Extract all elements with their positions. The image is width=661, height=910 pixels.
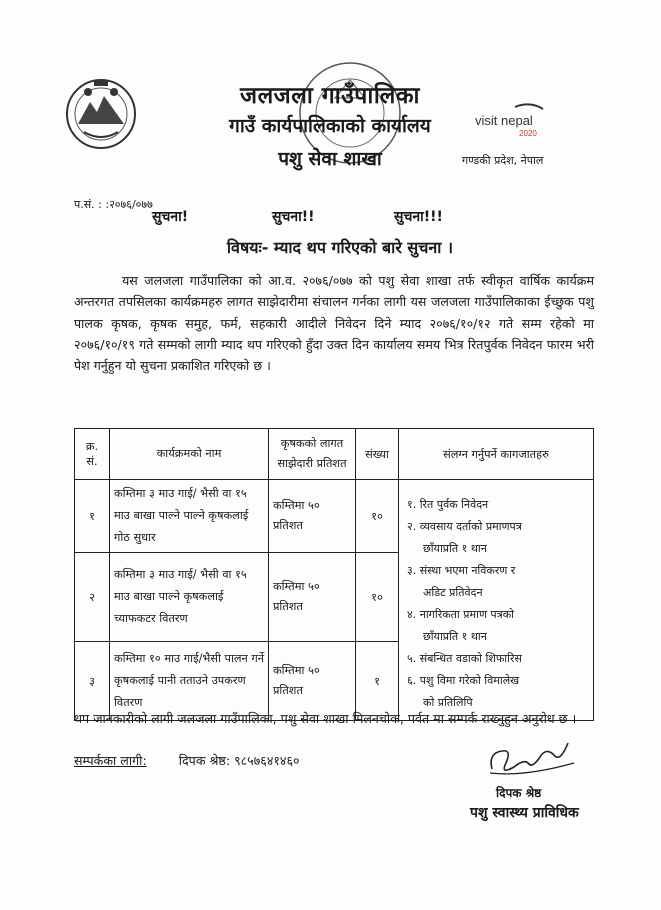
table-row <box>75 480 594 553</box>
doc-item: छाँयाप्रति १ थान <box>423 542 487 555</box>
row-sn: २ <box>75 553 110 642</box>
doc-item: ३. संस्था भएमा नविकरण र <box>407 564 516 577</box>
row-sn: १ <box>75 480 110 553</box>
doc-item: को प्रतिलिपि <box>423 696 473 709</box>
row-cost-share: कम्तिमा ५० प्रतिशत <box>269 480 356 553</box>
nepal-emblem-icon <box>64 72 138 152</box>
row-count: १ <box>356 642 399 721</box>
office-title: गाउँ कार्यपालिकाको कार्यालय <box>229 115 431 137</box>
reference-number: प.सं. : :२०७६/०७७ <box>74 198 153 211</box>
table-header-row <box>75 429 594 480</box>
section-title: पशु सेवा शाखा <box>278 148 382 170</box>
notice-3: सुचना!!! <box>394 209 443 225</box>
signatory-title: पशु स्वास्थ्य प्राविधिक <box>470 805 579 821</box>
svg-text:visit nepal: visit nepal <box>475 113 533 128</box>
programs-table <box>74 428 594 721</box>
row-program-name: कम्तिमा ३ माउ गाई/ भैसी वा १५ माउ बाखा पाल्ने पाल्ने कृषकलाई गोठ सुधार <box>110 480 269 553</box>
doc-item: ६. पशु विमा गरेको विमालेख <box>407 674 520 687</box>
row-program-name: कम्तिमा ३ माउ गाई/ भैसी वा १५ माउ बाखा पाल्ने कृषकलाई च्याफकटर वितरण <box>110 553 269 642</box>
svg-text:2020: 2020 <box>519 129 537 138</box>
documents-list <box>399 480 594 721</box>
province-label: गण्डकी प्रदेश, नेपाल <box>462 154 544 167</box>
notice-1: सुचना! <box>152 209 189 225</box>
contact-line <box>74 752 300 769</box>
municipality-title: जलजला गाउँपालिका <box>240 83 420 109</box>
col-documents: संलग्न गर्नुपर्ने कागजातहरु <box>399 429 594 480</box>
row-count: १० <box>356 553 399 642</box>
col-sn: क्र. सं. <box>75 429 110 480</box>
doc-item: १. रित पुर्वक निवेदन <box>407 498 489 511</box>
contact-label: सम्पर्कका लागी: <box>74 753 147 768</box>
doc-item: अडिट प्रतिवेदन <box>423 586 483 599</box>
row-count: १० <box>356 480 399 553</box>
contact-value: दिपक श्रेष्ठ: ९८५७६४१४६० <box>178 753 300 768</box>
col-program-name: कार्यक्रमको नाम <box>110 429 269 480</box>
col-count: संख्या <box>356 429 399 480</box>
doc-item: छाँयाप्रति १ थान <box>423 630 487 643</box>
doc-item: ४. नागरिकता प्रमाण पत्रको <box>407 608 515 621</box>
row-program-name: कम्तिमा १० माउ गाई/भैसी पालन गर्ने कृषकलाई पानी तताउने उपकरण वितरण <box>110 642 269 721</box>
row-sn: ३ <box>75 642 110 721</box>
signatory-name: दिपक श्रेष्ठ <box>496 786 542 800</box>
row-cost-share: कम्तिमा ५० प्रतिशत <box>269 642 356 721</box>
notice-body: यस जलजला गाउँपालिका को आ.व. २०७६/०७७ को पशु सेवा शाखा तर्फ स्वीकृत वार्षिक कार्यक्रम अन्तरगत तपसिलका कार्यक्रमहरु लागत साझेदारीमा संचालन गर्नका लागी यस जलजला गाउँपालिकाका ईच्छुक पशु पालक कृषक, कृषक समुह, फर्म, सहकारी आदीले निवेदन दिने म्याद २०७६/१०/१२ गते सम्म रहेको मा २०७६/१०/१९ गते सम्मको लागी म्याद थप गरिएको हुँदा उक्त दिन कार्यालय समय भित्र रितपुर्वक निवेदन फारम भरी पेश गर्नुहुन यो सुचना प्रकाशित गरिएको छ । <box>74 273 594 374</box>
visit-nepal-logo <box>475 103 575 139</box>
doc-item: २. व्यवसाय दर्ताको प्रमाणपत्र <box>407 520 522 533</box>
footer-note: थप जानकारीको लागी जलजला गाउँपालिका, पशु सेवा शाखा मिलनचोक, पर्वत मा सम्पर्क राख्नुहुन अनुरोध छ । <box>74 711 577 726</box>
notice-2: सुचना!! <box>272 209 315 225</box>
subject-line: विषयः- म्याद थप गरिएको बारे सुचना । <box>226 238 454 257</box>
doc-item: ५. संबन्धित वडाको शिफारिस <box>407 652 522 665</box>
col-cost-share: कृषकको लागत साझेदारी प्रतिशत <box>269 429 356 480</box>
row-cost-share: कम्तिमा ५० प्रतिशत <box>269 553 356 642</box>
handwritten-signature <box>484 733 580 783</box>
